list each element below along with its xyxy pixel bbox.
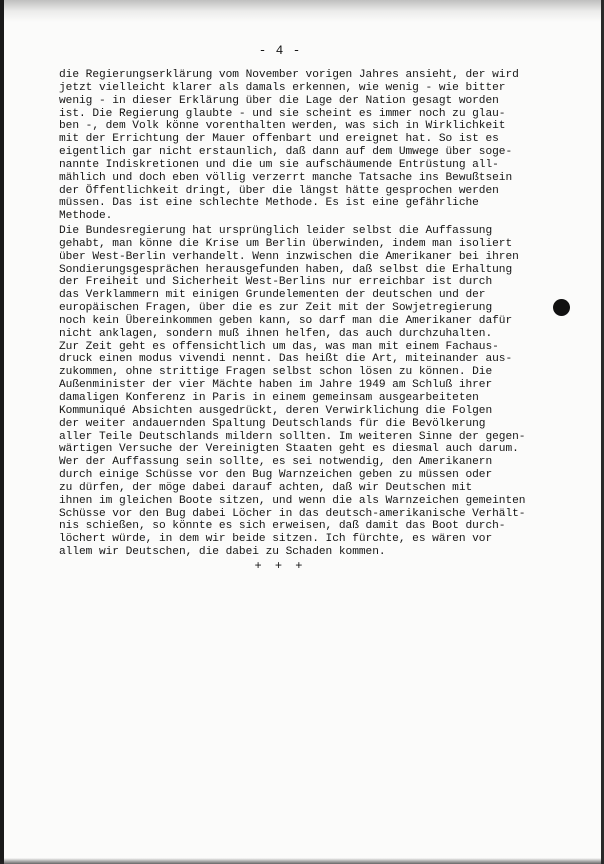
text-line: wenig - in dieser Erklärung über die Lage der Nation gesagt worden <box>59 94 499 107</box>
text-line: durch einige Schüsse vor den Bug Warnzeichen geben zu müssen oder <box>59 469 493 482</box>
text-line: Außenminister der vier Mächte haben im Jahre 1949 am Schluß ihrer <box>59 379 493 392</box>
text-line: allem wir Deutschen, die dabei zu Schaden kommen. <box>59 546 386 559</box>
punch-hole <box>553 299 570 316</box>
text-line: Kommuniqué Absichten ausgedrückt, deren Verwirklichung die Folgen <box>59 404 493 417</box>
text-line: Zur Zeit geht es offensichtlich um das, was man mit einem Fachaus- <box>59 340 499 353</box>
page-number: - 4 - <box>258 44 302 58</box>
paragraph-1 <box>59 69 559 223</box>
text-line: mit der Errichtung der Mauer offenbart und ereignet hat. So ist es <box>59 133 499 146</box>
text-line: Schüsse vor den Bug dabei Löcher in das deutsch-amerikanische Verhält- <box>59 507 526 520</box>
text-line: Methode. <box>59 210 113 223</box>
scan-top-shadow <box>0 0 604 22</box>
text-line: ist. Die Regierung glaubte - und sie scheint es immer noch zu glau- <box>59 107 506 120</box>
text-line: mählich und doch eben völlig verzerrt manche Tatsache ins Bewußtsein <box>59 171 513 184</box>
scan-left-border <box>0 0 4 864</box>
text-line: der Öffentlichkeit dringt, über die längst hätte gesprochen werden <box>59 184 499 197</box>
text-line: druck einen modus vivendi nennt. Das heißt die Art, miteinander aus- <box>59 353 513 366</box>
text-line: wärtigen Versuche der Vereinigten Staaten geht es diesmal auch darum. <box>59 443 519 456</box>
text-line: die Regierungserklärung vom November vorigen Jahres ansieht, der wird <box>59 69 519 81</box>
text-line: das Verklammern mit einigen Grundelementen der deutschen und der <box>59 289 486 302</box>
text-line: nis schießen, so könnte es sich erweisen, daß damit das Boot durch- <box>59 520 506 533</box>
end-mark: + + + <box>254 559 306 573</box>
text-line: zukommen, ohne strittige Fragen selbst schon lösen zu können. Die <box>59 366 493 379</box>
text-line: löchert würde, in dem wir beide sitzen. Ich fürchte, es wären vor <box>59 533 493 546</box>
text-line: der weiter andauernden Spaltung Deutschlands für die Bevölkerung <box>59 417 486 430</box>
text-line: nannte Indiskretionen und die um sie aufschäumende Entrüstung all- <box>59 158 499 171</box>
text-line: Wer der Auffassung sein sollte, es sei notwendig, den Amerikanern <box>59 456 493 469</box>
text-line: nicht anklagen, sondern muß ihnen helfen, das auch durchzuhalten. <box>59 327 493 340</box>
text-line: gehabt, man könne die Krise um Berlin überwinden, indem man isoliert <box>59 237 513 250</box>
text-line: damaligen Konferenz in Paris in einem gemeinsam ausgearbeiteten <box>59 391 479 404</box>
text-line: eigentlich gar nicht erstaunlich, daß dann auf dem Umwege über soge- <box>59 146 513 159</box>
text-line: Sondierungsgesprächen herausgefunden haben, daß selbst die Erhaltung <box>59 263 513 276</box>
text-line: müssen. Das ist eine schlechte Methode. Es ist eine gefährliche <box>59 197 479 210</box>
text-line: aller Teile Deutschlands mildern sollten. Im weiteren Sinne der gegen- <box>59 430 526 443</box>
text-line: jetzt vielleicht klarer als damals erkennen, wie wenig - wie bitter <box>59 81 506 94</box>
text-line: europäischen Fragen, über die es zur Zeit mit der Sowjetregierung <box>59 302 493 315</box>
text-line: noch kein Übereinkommen geben kann, so darf man die Amerikaner dafür <box>59 314 513 327</box>
text-line: der Freiheit und Sicherheit West-Berlins nur erreichbar ist durch <box>59 276 493 289</box>
paragraph-2 <box>59 225 559 559</box>
scan-bottom-border <box>0 858 604 864</box>
text-line: zu dürfen, der möge dabei darauf achten, daß wir Deutschen mit <box>59 481 473 494</box>
text-line: über West-Berlin verhandelt. Wenn inzwischen die Amerikaner bei ihren <box>59 250 519 263</box>
text-line: ben -, dem Volk könne vorenthalten werden, was sich in Wirklichkeit <box>59 120 506 133</box>
text-line: ihnen im gleichen Boote sitzen, und wenn die als Warnzeichen gemeinten <box>59 494 526 507</box>
text-line: Die Bundesregierung hat ursprünglich leider selbst die Auffassung <box>59 225 493 237</box>
